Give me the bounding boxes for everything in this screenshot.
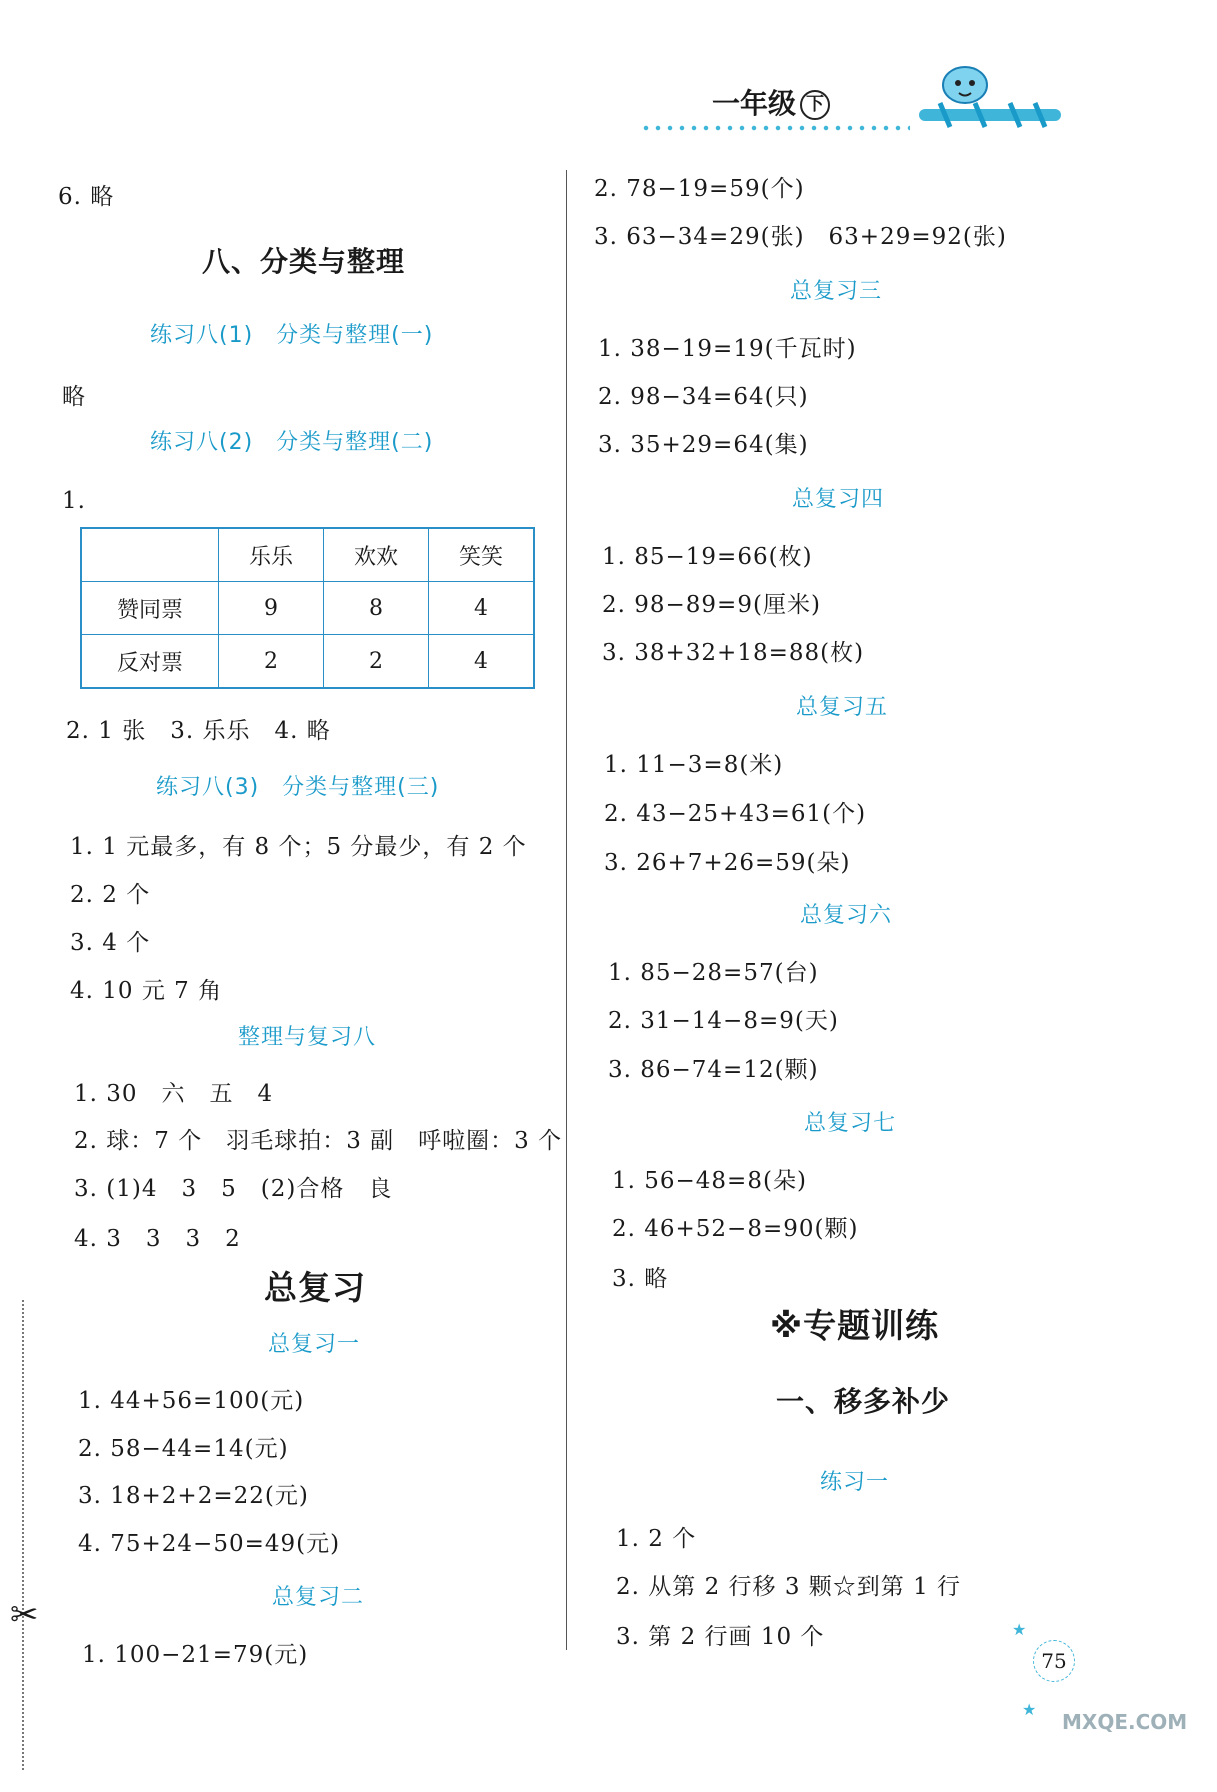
table-corner-cell bbox=[81, 528, 219, 582]
answer-line: 1. 1 元最多，有 8 个；5 分最少，有 2 个 bbox=[70, 834, 527, 860]
row-header: 赞同票 bbox=[81, 582, 219, 635]
answer-line: 3. 38+32+18=88(枚) bbox=[602, 640, 865, 666]
answer-line: 1. 11−3=8(米) bbox=[604, 752, 784, 778]
review-4-title: 总复习四 bbox=[792, 487, 885, 512]
answer-line: 4. 3 3 3 2 bbox=[74, 1226, 241, 1252]
scissors-icon: ✂ bbox=[10, 1595, 39, 1635]
answer-line: 3. (1)4 3 5 (2)合格 良 bbox=[74, 1176, 393, 1202]
answer-line: 3. 26+7+26=59(朵) bbox=[604, 850, 851, 876]
term-circle-badge: 下 bbox=[800, 90, 830, 120]
table-cell: 2 bbox=[219, 635, 324, 689]
answer-line: 1. 38−19=19(千瓦时) bbox=[598, 336, 857, 362]
answer-line: 3. 35+29=64(集) bbox=[598, 432, 809, 458]
answer-line: 3. 第 2 行画 10 个 bbox=[616, 1624, 825, 1650]
vote-table bbox=[80, 527, 535, 689]
answer-line: 2. 98−34=64(只) bbox=[598, 384, 809, 410]
column-header: 笑笑 bbox=[429, 528, 535, 582]
answer-line: 1. 30 六 五 4 bbox=[74, 1081, 274, 1107]
review-8-title: 整理与复习八 bbox=[238, 1025, 377, 1050]
answer-line: 2. 78−19=59(个) bbox=[594, 176, 805, 202]
exercise-8-3-title: 练习八(3) 分类与整理(三) bbox=[156, 775, 440, 800]
answer-line: 2. 43−25+43=61(个) bbox=[604, 801, 867, 827]
general-review-title: 总复习 bbox=[264, 1268, 366, 1307]
table-row bbox=[81, 582, 534, 635]
row-header: 反对票 bbox=[81, 635, 219, 689]
table-cell: 2 bbox=[324, 635, 429, 689]
table-row bbox=[81, 528, 534, 582]
special-training-title: ※专题训练 bbox=[770, 1306, 940, 1345]
review-7-title: 总复习七 bbox=[804, 1111, 897, 1136]
table-row bbox=[81, 635, 534, 689]
review-1-title: 总复习一 bbox=[268, 1332, 361, 1357]
answer-line: 3. 63−34=29(张) 63+29=92(张) bbox=[594, 224, 1007, 250]
answer-line: 2. 31−14−8=9(天) bbox=[608, 1008, 839, 1034]
header-dotted-decoration bbox=[640, 125, 910, 131]
answer-line: 2. 58−44=14(元) bbox=[78, 1436, 289, 1462]
answer-line: 4. 10 元 7 角 bbox=[70, 978, 223, 1004]
table-cell: 8 bbox=[324, 582, 429, 635]
answer-line: 3. 86−74=12(颗) bbox=[608, 1057, 819, 1083]
exercise-8-2-title: 练习八(2) 分类与整理(二) bbox=[150, 430, 434, 455]
review-2-title: 总复习二 bbox=[272, 1585, 365, 1610]
cut-dotted-line bbox=[22, 1300, 24, 1770]
answer-line: 3. 略 bbox=[612, 1266, 669, 1292]
exercise-8-1-title: 练习八(1) 分类与整理(一) bbox=[150, 323, 434, 348]
answer-line: 1. 56−48=8(朵) bbox=[612, 1168, 807, 1194]
mascot-logo-icon bbox=[915, 55, 1065, 135]
answer-line: 2. 从第 2 行移 3 颗☆到第 1 行 bbox=[616, 1574, 962, 1600]
exercise-8-2-answers: 2. 1 张 3. 乐乐 4. 略 bbox=[66, 718, 331, 744]
header-grade-title: 一年级 下 bbox=[712, 82, 830, 122]
answer-item-6: 6. 略 bbox=[58, 184, 115, 210]
star-decoration-icon: ★ bbox=[1012, 1620, 1027, 1639]
exercise-8-2-q1: 1. bbox=[62, 488, 86, 514]
answer-line: 1. 100−21=79(元) bbox=[82, 1642, 309, 1668]
answer-line: 2. 2 个 bbox=[70, 882, 151, 908]
special-section-1-title: 一、移多补少 bbox=[776, 1385, 951, 1418]
answer-line: 1. 2 个 bbox=[616, 1526, 697, 1552]
answer-line: 3. 4 个 bbox=[70, 930, 151, 956]
table-cell: 4 bbox=[429, 582, 535, 635]
answer-line: 2. 46+52−8=90(颗) bbox=[612, 1216, 859, 1242]
watermark-text: MXQE.COM bbox=[1062, 1710, 1188, 1734]
answer-line: 3. 18+2+2=22(元) bbox=[78, 1483, 309, 1509]
answer-line: 2. 98−89=9(厘米) bbox=[602, 592, 821, 618]
unit-8-title: 八、分类与整理 bbox=[202, 245, 406, 278]
exercise-8-1-answer: 略 bbox=[62, 384, 86, 410]
table-cell: 9 bbox=[219, 582, 324, 635]
table-cell: 4 bbox=[429, 635, 535, 689]
answer-line: 4. 75+24−50=49(元) bbox=[78, 1531, 341, 1557]
answer-line: 1. 85−19=66(枚) bbox=[602, 544, 813, 570]
answer-line: 1. 44+56=100(元) bbox=[78, 1388, 305, 1414]
answer-line: 1. 85−28=57(台) bbox=[608, 960, 819, 986]
exercise-1-title: 练习一 bbox=[820, 1470, 890, 1495]
review-6-title: 总复习六 bbox=[800, 903, 893, 928]
answer-line: 2. 球：7 个 羽毛球拍：3 副 呼啦圈：3 个 bbox=[74, 1128, 563, 1154]
star-decoration-icon: ★ bbox=[1022, 1700, 1037, 1719]
review-5-title: 总复习五 bbox=[796, 695, 889, 720]
page-number: 75 bbox=[1033, 1640, 1075, 1682]
column-divider bbox=[566, 170, 567, 1650]
review-3-title: 总复习三 bbox=[790, 279, 883, 304]
column-header: 欢欢 bbox=[324, 528, 429, 582]
column-header: 乐乐 bbox=[219, 528, 324, 582]
